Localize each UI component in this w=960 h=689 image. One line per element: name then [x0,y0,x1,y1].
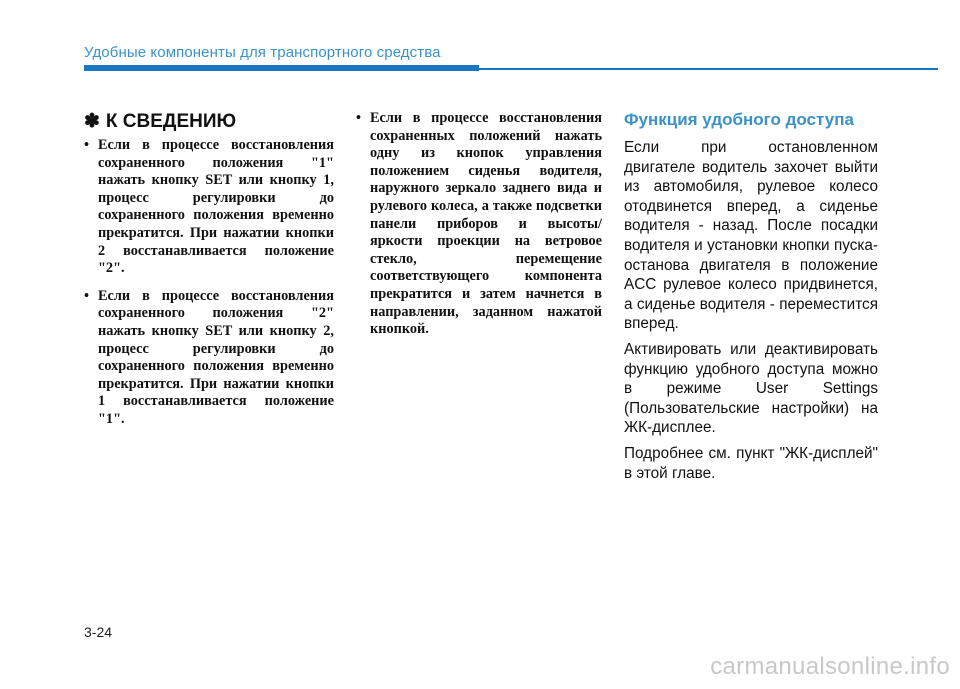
page-number: 3-24 [84,624,113,640]
note-bullet-item: • Если в процессе восстановления сохраненных положений нажать одну из кнопок управления положением сиденья водителя, наружного зеркало заднего вида и рулевого колеса, а также подсветки панели приборов и высоты/яркости проекции на ветровое стекло, перемещение соответствующего компонента прекратится и затем начнется в направлении, заданном нажатой кнопкой. [356,110,602,339]
section-paragraph: Подробнее см. пункт "ЖК-дисплей" в этой главе. [624,444,878,482]
note-column-left [84,110,334,439]
section-title: Функция удобного доступа [624,110,854,129]
page-header-title: Удобные компоненты для транспортного средства [84,44,441,61]
section-paragraph: Активировать или деактивировать функцию удобного доступа можно в режиме User Settings (Пользовательские настройки) на ЖК-дисплее. [624,340,878,437]
section-column-right [624,110,878,489]
note-heading [84,110,334,133]
watermark: carmanualsonline.info [710,653,950,680]
note-bullet-list-continued [356,110,602,339]
note-column-middle [356,110,602,339]
note-bullet-list [84,137,334,429]
note-star-icon: ✽ [84,111,100,132]
note-heading-text: К СВЕДЕНИЮ [105,111,237,132]
section-paragraph: Если при остановленном двигателе водитель захочет выйти из автомобиля, рулевое колесо отодвинется вперед, а сиденье водителя - назад. После посадки водителя и установки кнопки пуска-остановa двигателя в положение ACC рулевое колесо придвинется, а сиденье водителя - переместится вперед. [624,139,878,333]
header-rule-thin [479,68,938,70]
header-rule-thick [84,65,479,71]
note-bullet-item: • Если в процессе восстановления сохраненного положения "1" нажать кнопку SET или кнопку 1, процесс регулировки до сохраненного положения временно прекратится. При нажатии кнопки 2 восстанавливается положение "2". [84,137,334,278]
note-bullet-item: • Если в процессе восстановления сохраненного положения "2" нажать кнопку SET или кнопку 2, процесс регулировки до сохраненного положения временно прекратится. При нажатии кнопки 1 восстанавливается положение "1". [84,288,334,429]
